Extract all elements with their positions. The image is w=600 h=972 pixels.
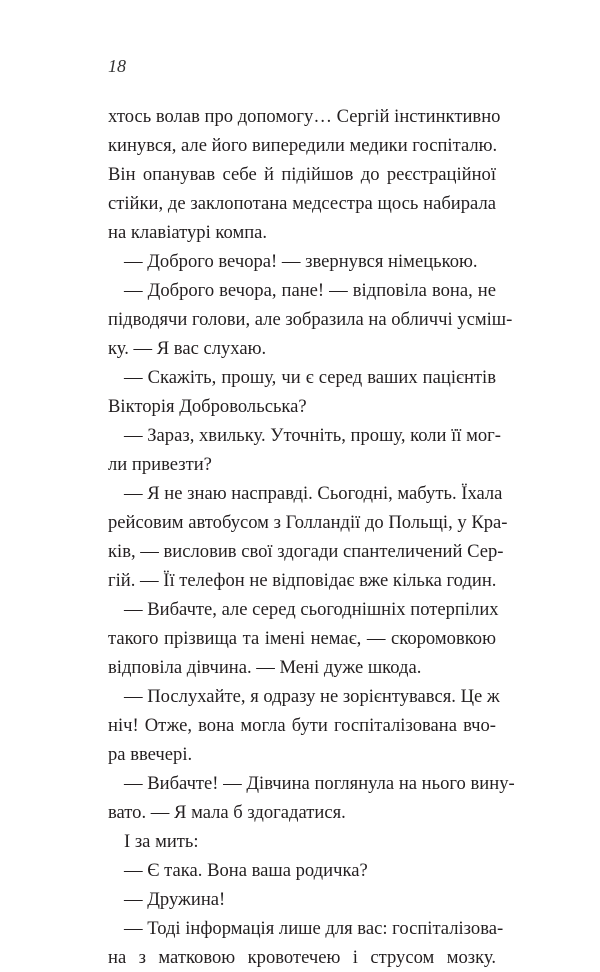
text-line: — Послухайте, я одразу не зорієнтувався. Це ж bbox=[124, 686, 500, 707]
text-line: рейсовим автобусом з Голландії до Польщі, у Кра- bbox=[108, 512, 508, 533]
text-line: — Скажіть, прошу, чи є серед ваших пацієнтів bbox=[124, 367, 496, 388]
text-line: ку. — Я вас слухаю. bbox=[108, 338, 267, 359]
text-line: стійки, де заклопотана медсестра щось набирала bbox=[108, 193, 496, 214]
text-line: ра ввечері. bbox=[108, 744, 193, 765]
text-line: на з матковою кровотечею і струсом мозку. bbox=[108, 947, 496, 968]
text-line: — Дружина! bbox=[124, 889, 226, 910]
text-line: гій. — Її телефон не відповідає вже кілька годин. bbox=[108, 570, 497, 591]
text-line: підводячи голови, але зобразила на обличчі усміш- bbox=[108, 309, 513, 330]
text-line: кинувся, але його випередили медики госпіталю. bbox=[108, 135, 498, 156]
text-line: ніч! Отже, вона могла бути госпіталізована вчо- bbox=[108, 715, 496, 736]
text-line: — Вибачте, але серед сьогоднішніх потерпілих bbox=[124, 599, 499, 620]
text-line: Він опанував себе й підійшов до реєстраційної bbox=[108, 164, 496, 185]
text-line: відповіла дівчина. — Мені дуже шкода. bbox=[108, 657, 422, 678]
text-line: — Тоді інформація лише для вас: госпіталізова- bbox=[124, 918, 504, 939]
text-line: — Зараз, хвильку. Уточніть, прошу, коли її мог- bbox=[124, 425, 501, 446]
text-line: — Вибачте! — Дівчина поглянула на нього вину- bbox=[124, 773, 515, 794]
text-line: — Я не знаю насправді. Сьогодні, мабуть. Їхала bbox=[124, 483, 503, 504]
text-line: І за мить: bbox=[124, 831, 199, 852]
text-line: хтось волав про допомогу… Сергій інстинктивно bbox=[108, 106, 501, 127]
text-line: Вікторія Добровольська? bbox=[108, 396, 307, 417]
text-line: вато. — Я мала б здогадатися. bbox=[108, 802, 346, 823]
text-line: на клавіатурі компа. bbox=[108, 222, 268, 243]
text-line: ків, — висловив свої здогади спантеличений Сер- bbox=[108, 541, 504, 562]
body-text bbox=[108, 102, 515, 972]
text-line: — Доброго вечора! — звернувся німецькою. bbox=[124, 251, 478, 272]
page-number: 18 bbox=[108, 56, 126, 76]
text-line: — Є така. Вона ваша родичка? bbox=[124, 860, 368, 881]
text-line: такого прізвища та імені немає, — скоромовкою bbox=[108, 628, 496, 649]
text-line: — Доброго вечора, пане! — відповіла вона, не bbox=[124, 280, 496, 301]
text-line: ли привезти? bbox=[108, 454, 212, 475]
